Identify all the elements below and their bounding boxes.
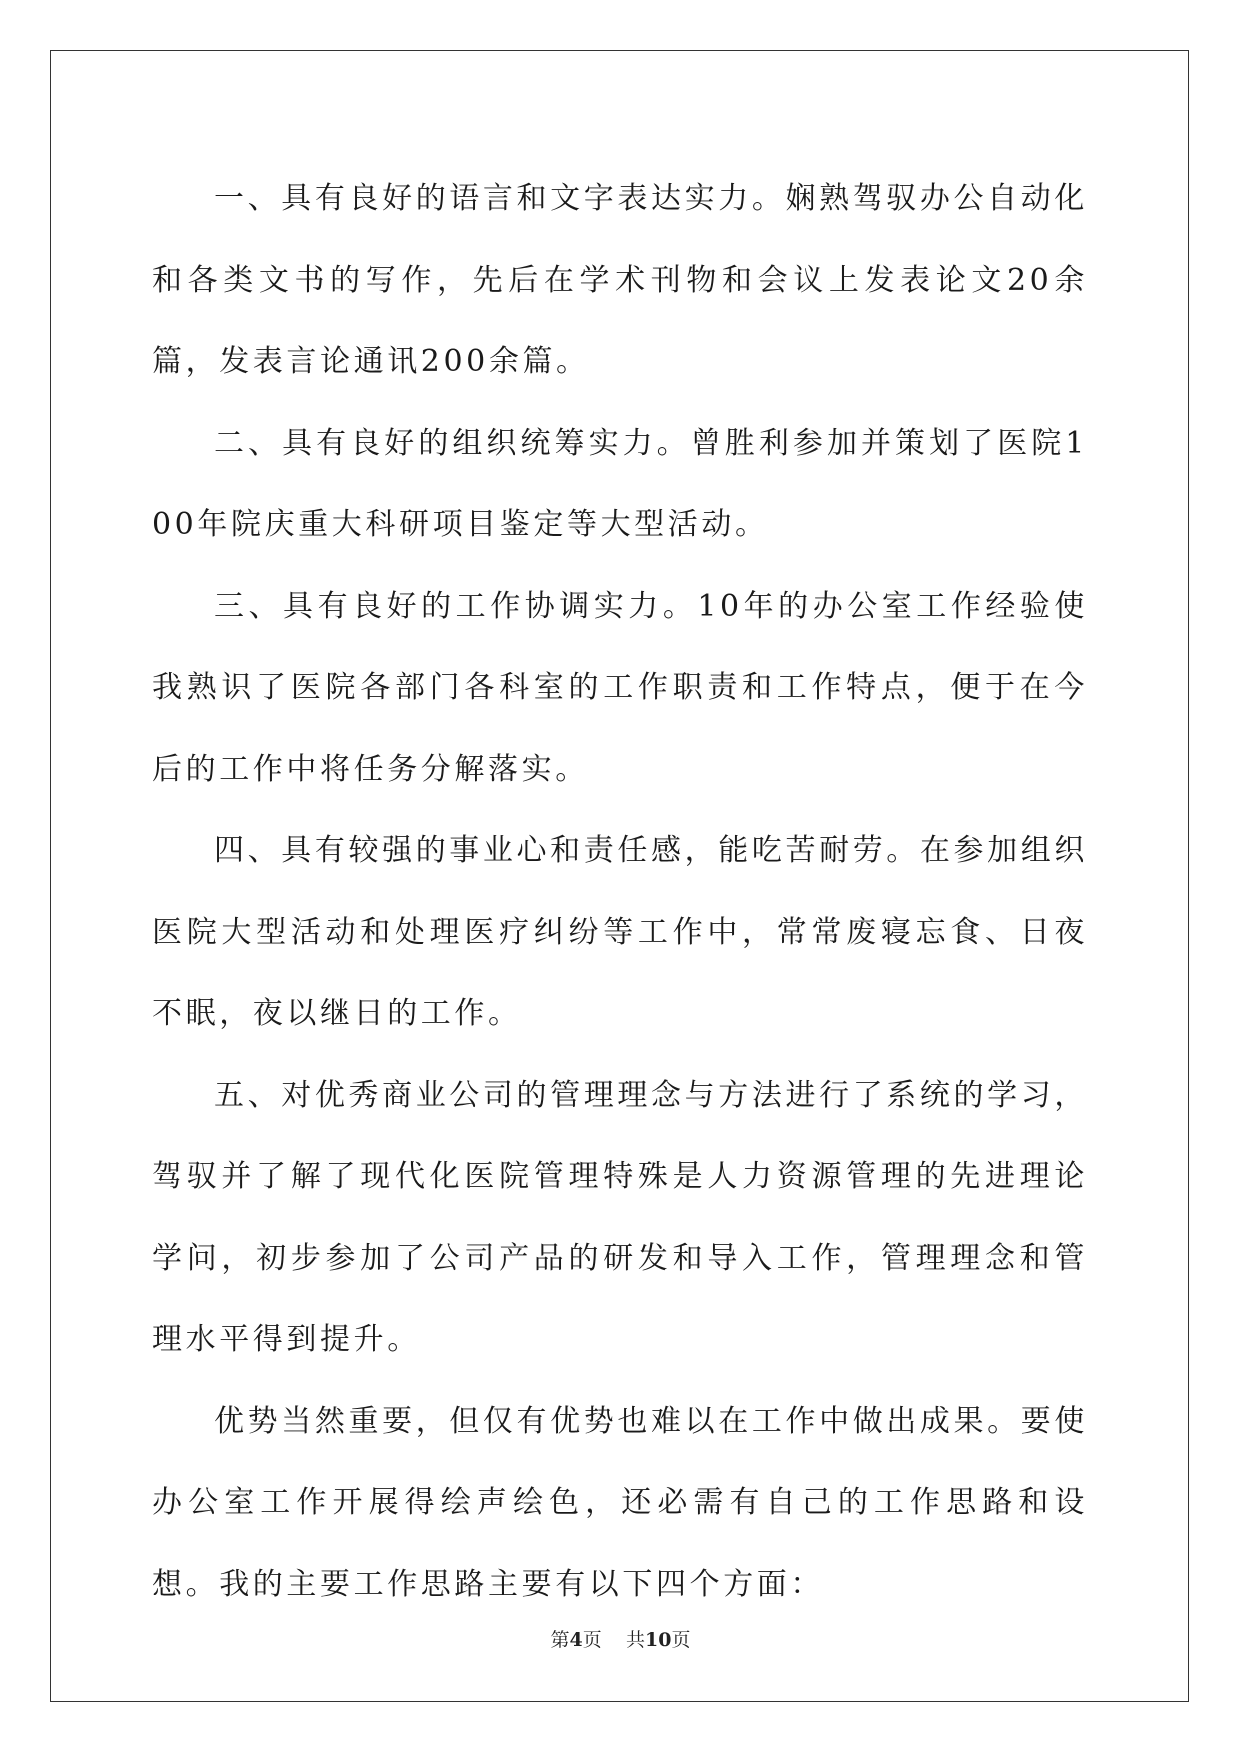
paragraph-6: 优势当然重要，但仅有优势也难以在工作中做出成果。要使办公室工作开展得绘声绘色，还必需有自己的工作思路和设想。我的主要工作思路主要有以下四个方面： bbox=[152, 1403, 1088, 1602]
paragraph-2: 二、具有良好的组织统筹实力。曾胜利参加并策划了医院100年院庆重大科研项目鉴定等大型活动。 bbox=[152, 425, 1088, 542]
page-footer bbox=[0, 1625, 1241, 1652]
footer-page-word: 页 bbox=[582, 1629, 602, 1651]
paragraph-3: 三、具有良好的工作协调实力。10年的办公室工作经验使我熟识了医院各部门各科室的工作职责和工作特点，便于在今后的工作中将任务分解落实。 bbox=[152, 588, 1088, 787]
paragraph-5: 五、对优秀商业公司的管理理念与方法进行了系统的学习，驾驭并了解了现代化医院管理特殊是人力资源管理的先进理论学问，初步参加了公司产品的研发和导入工作，管理理念和管理水平得到提升。 bbox=[152, 1077, 1088, 1357]
footer-prefix: 第 bbox=[550, 1629, 570, 1651]
total-pages-number: 10 bbox=[644, 1629, 672, 1651]
footer-total-prefix: 共 bbox=[625, 1629, 645, 1651]
paragraph-1: 一、具有良好的语言和文字表达实力。娴熟驾驭办公自动化和各类文书的写作，先后在学术刊物和会议上发表论文20余篇，发表言论通讯200余篇。 bbox=[152, 181, 1088, 379]
footer-total-suffix: 页 bbox=[671, 1629, 691, 1651]
paragraph-4: 四、具有较强的事业心和责任感，能吃苦耐劳。在参加组织医院大型活动和处理医疗纠纷等工作中，常常废寝忘食、日夜不眠，夜以继日的工作。 bbox=[152, 833, 1088, 1031]
document-body bbox=[152, 158, 1088, 1625]
current-page-number: 4 bbox=[569, 1629, 583, 1651]
